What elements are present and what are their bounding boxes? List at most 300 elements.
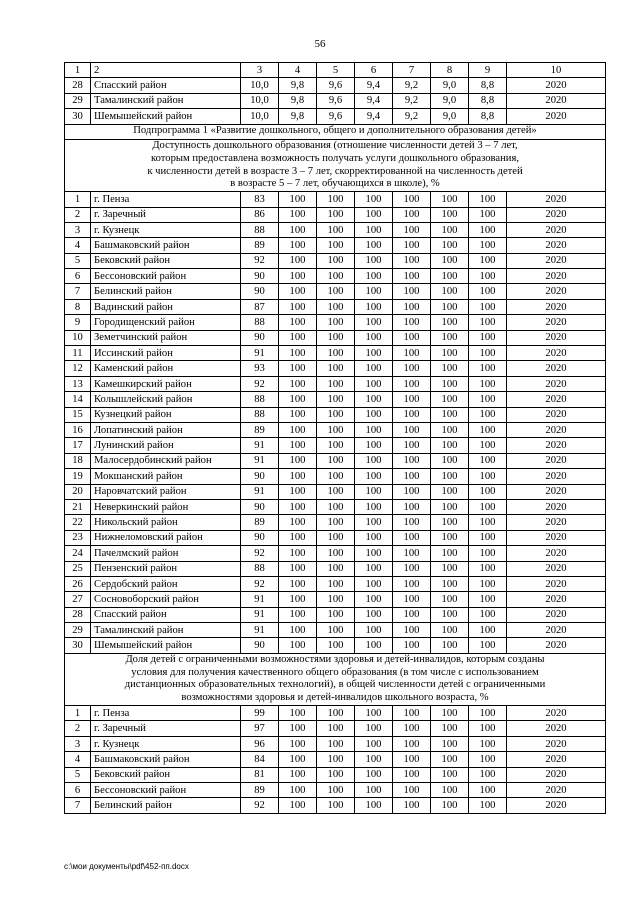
row-number-cell: 4 [65,238,91,253]
table-row [65,607,606,622]
value-cell: 81 [241,767,279,782]
value-cell: 100 [355,315,393,330]
value-cell: 90 [241,499,279,514]
value-cell: 100 [469,783,507,798]
table-row [65,453,606,468]
district-name-cell: г. Кузнецк [91,222,241,237]
value-cell: 100 [355,546,393,561]
district-name-cell: Городищенский район [91,315,241,330]
value-cell: 100 [431,484,469,499]
value-cell: 99 [241,706,279,721]
district-name-cell: Иссинский район [91,346,241,361]
value-cell: 100 [431,192,469,207]
value-cell: 100 [393,392,431,407]
value-cell: 87 [241,299,279,314]
value-cell: 100 [317,376,355,391]
row-number-cell: 13 [65,376,91,391]
value-cell: 100 [431,269,469,284]
row-number-cell: 22 [65,515,91,530]
value-cell: 100 [393,222,431,237]
value-cell: 100 [469,561,507,576]
row-number-cell: 10 [65,330,91,345]
table-row [65,576,606,591]
value-cell: 100 [279,284,317,299]
district-name-cell: Спасский район [91,78,241,93]
value-cell: 100 [469,484,507,499]
value-cell: 100 [355,752,393,767]
value-cell: 100 [393,423,431,438]
table-row [65,706,606,721]
value-cell: 100 [279,269,317,284]
row-number-cell: 18 [65,453,91,468]
row-number-cell: 9 [65,315,91,330]
value-cell: 2020 [507,346,606,361]
table-row [65,736,606,751]
value-cell: 9,8 [279,93,317,108]
table-row [65,392,606,407]
value-cell: 100 [317,767,355,782]
district-name-cell: Земетчинский район [91,330,241,345]
value-cell: 100 [355,238,393,253]
table-row [65,484,606,499]
value-cell: 100 [393,361,431,376]
row-number-cell: 28 [65,78,91,93]
row-number-cell: 5 [65,253,91,268]
value-cell: 100 [279,561,317,576]
value-cell: 100 [393,721,431,736]
value-cell: 100 [431,346,469,361]
table-row [65,192,606,207]
table-row [65,546,606,561]
value-cell: 100 [431,207,469,222]
value-cell: 100 [393,284,431,299]
value-cell: 100 [393,346,431,361]
row-number-cell: 24 [65,546,91,561]
value-cell: 97 [241,721,279,736]
table-row [65,752,606,767]
value-cell: 2020 [507,798,606,813]
table-row [65,438,606,453]
value-cell: 100 [393,499,431,514]
value-cell: 100 [431,423,469,438]
value-cell: 90 [241,638,279,653]
value-cell: 2020 [507,638,606,653]
value-cell: 100 [317,315,355,330]
table-row [65,530,606,545]
value-cell: 100 [279,515,317,530]
value-cell: 100 [393,515,431,530]
table-row [65,721,606,736]
value-cell: 100 [469,623,507,638]
table-row [65,315,606,330]
value-cell: 2020 [507,299,606,314]
value-cell: 100 [279,752,317,767]
value-cell: 100 [469,222,507,237]
value-cell: 100 [469,592,507,607]
value-cell: 100 [317,576,355,591]
value-cell: 100 [469,269,507,284]
value-cell: 100 [431,576,469,591]
value-cell: 100 [279,484,317,499]
section-title-line: возможностями здоровья и детей-инвалидов школьного возраста, % [181,692,489,704]
table-row [65,284,606,299]
value-cell: 10 [507,63,606,78]
value-cell: 100 [393,736,431,751]
value-cell: 100 [469,546,507,561]
section-title-line: Подпрограмма 1 «Развитие дошкольного, общего и дополнительного образования детей» [133,125,537,137]
value-cell: 100 [431,376,469,391]
row-number-cell: 8 [65,299,91,314]
value-cell: 100 [317,546,355,561]
district-name-cell: Неверкинский район [91,499,241,514]
value-cell: 2020 [507,546,606,561]
value-cell: 100 [393,407,431,422]
value-cell: 100 [355,361,393,376]
value-cell: 100 [355,469,393,484]
value-cell: 100 [317,453,355,468]
value-cell: 9,0 [431,109,469,124]
value-cell: 100 [469,438,507,453]
value-cell: 2020 [507,592,606,607]
value-cell: 100 [469,284,507,299]
value-cell: 100 [393,592,431,607]
value-cell: 100 [279,453,317,468]
value-cell: 9,4 [355,78,393,93]
value-cell: 90 [241,269,279,284]
value-cell: 100 [393,299,431,314]
file-path-footer: c:\мои документы\pdf\452-пп.docx [64,862,189,871]
value-cell: 2020 [507,330,606,345]
value-cell: 100 [317,392,355,407]
table-row [65,407,606,422]
value-cell: 100 [317,783,355,798]
value-cell: 100 [469,299,507,314]
value-cell: 100 [431,798,469,813]
value-cell: 100 [355,392,393,407]
value-cell: 2020 [507,561,606,576]
value-cell: 100 [469,407,507,422]
district-name-cell: Каменский район [91,361,241,376]
district-name-cell: г. Заречный [91,721,241,736]
value-cell: 100 [279,736,317,751]
value-cell: 2020 [507,484,606,499]
value-cell: 100 [393,269,431,284]
indicator-table [64,62,606,814]
value-cell: 2020 [507,78,606,93]
table-row [65,623,606,638]
value-cell: 100 [317,530,355,545]
value-cell: 88 [241,561,279,576]
value-cell: 100 [469,721,507,736]
value-cell: 100 [469,576,507,591]
row-number-cell: 25 [65,561,91,576]
value-cell: 6 [355,63,393,78]
value-cell: 100 [393,576,431,591]
table-row [65,423,606,438]
value-cell: 100 [317,798,355,813]
district-name-cell: Наровчатский район [91,484,241,499]
value-cell: 100 [431,284,469,299]
value-cell: 91 [241,607,279,622]
value-cell: 100 [393,238,431,253]
value-cell: 9 [469,63,507,78]
value-cell: 100 [431,315,469,330]
row-number-cell: 2 [65,721,91,736]
value-cell: 2020 [507,109,606,124]
value-cell: 3 [241,63,279,78]
value-cell: 100 [355,499,393,514]
value-cell: 100 [355,607,393,622]
value-cell: 100 [279,798,317,813]
value-cell: 100 [355,222,393,237]
value-cell: 2020 [507,576,606,591]
value-cell: 100 [393,561,431,576]
value-cell: 100 [469,392,507,407]
value-cell: 100 [355,269,393,284]
value-cell: 100 [393,469,431,484]
value-cell: 91 [241,623,279,638]
row-number-cell: 30 [65,638,91,653]
value-cell: 9,4 [355,109,393,124]
district-name-cell: Белинский район [91,798,241,813]
table-row [65,767,606,782]
row-number-cell: 29 [65,623,91,638]
district-name-cell: Тамалинский район [91,623,241,638]
value-cell: 100 [393,484,431,499]
value-cell: 100 [469,638,507,653]
value-cell: 88 [241,222,279,237]
value-cell: 100 [393,438,431,453]
district-name-cell: Тамалинский район [91,93,241,108]
value-cell: 100 [317,638,355,653]
value-cell: 100 [317,438,355,453]
value-cell: 100 [431,721,469,736]
value-cell: 2020 [507,361,606,376]
value-cell: 2020 [507,706,606,721]
value-cell: 100 [279,607,317,622]
section-title-line: в возрасте 5 – 7 лет, обучающихся в школе), % [230,178,440,190]
row-number-cell: 3 [65,736,91,751]
value-cell: 100 [279,192,317,207]
value-cell: 9,6 [317,93,355,108]
district-name-cell: г. Кузнецк [91,736,241,751]
district-name-cell: Бековский район [91,253,241,268]
district-name-cell: Колышлейский район [91,392,241,407]
district-name-cell: Мокшанский район [91,469,241,484]
value-cell: 2020 [507,752,606,767]
value-cell: 100 [355,798,393,813]
value-cell: 100 [317,706,355,721]
value-cell: 100 [317,469,355,484]
value-cell: 2020 [507,783,606,798]
value-cell: 100 [279,222,317,237]
value-cell: 89 [241,423,279,438]
table-row [65,376,606,391]
value-cell: 100 [279,315,317,330]
value-cell: 100 [393,638,431,653]
table-row [65,783,606,798]
value-cell: 100 [355,484,393,499]
value-cell: 100 [279,346,317,361]
table-row [65,207,606,222]
value-cell: 100 [469,346,507,361]
value-cell: 100 [317,736,355,751]
value-cell: 96 [241,736,279,751]
row-number-cell: 12 [65,361,91,376]
district-name-cell: Шемышейский район [91,638,241,653]
value-cell: 100 [431,299,469,314]
value-cell: 5 [317,63,355,78]
value-cell: 100 [393,530,431,545]
value-cell: 2020 [507,607,606,622]
value-cell: 100 [469,376,507,391]
value-cell: 100 [355,736,393,751]
value-cell: 2020 [507,469,606,484]
table-row [65,346,606,361]
row-number-cell: 19 [65,469,91,484]
value-cell: 100 [279,207,317,222]
row-number-cell: 28 [65,607,91,622]
value-cell: 2020 [507,392,606,407]
table-row [65,238,606,253]
value-cell: 100 [317,623,355,638]
value-cell: 86 [241,207,279,222]
district-name-cell: Пачелмский район [91,546,241,561]
value-cell: 100 [279,576,317,591]
indicator-title-row-cell [65,139,606,191]
row-number-cell: 16 [65,423,91,438]
value-cell: 100 [469,315,507,330]
value-cell: 90 [241,284,279,299]
value-cell: 100 [355,438,393,453]
value-cell: 9,2 [393,93,431,108]
value-cell: 9,8 [279,78,317,93]
table-row [65,78,606,93]
value-cell: 100 [355,407,393,422]
value-cell: 100 [355,192,393,207]
value-cell: 8,8 [469,93,507,108]
value-cell: 88 [241,392,279,407]
value-cell: 100 [431,515,469,530]
value-cell: 100 [393,330,431,345]
value-cell: 2020 [507,207,606,222]
row-number-cell: 2 [65,207,91,222]
district-name-cell: г. Пенза [91,706,241,721]
value-cell: 100 [469,736,507,751]
value-cell: 100 [279,721,317,736]
value-cell: 100 [279,438,317,453]
section-title-line: Доступность дошкольного образования (отношение численности детей 3 – 7 лет, [152,139,518,151]
value-cell: 100 [355,638,393,653]
subprogram-title-row [65,124,606,139]
value-cell: 100 [317,238,355,253]
value-cell: 100 [431,407,469,422]
value-cell: 100 [469,423,507,438]
value-cell: 2020 [507,423,606,438]
value-cell: 100 [355,706,393,721]
value-cell: 100 [469,192,507,207]
section-title-line: Доля детей с ограниченными возможностями здоровья и детей-инвалидов, которым созданы [125,653,545,665]
section-title-line: к численности детей в возрасте 3 – 7 лет, скорректированной на численность детей [147,165,523,177]
value-cell: 9,2 [393,109,431,124]
value-cell: 100 [317,592,355,607]
value-cell: 100 [317,721,355,736]
subprogram-title-row-cell [65,124,606,139]
value-cell: 2020 [507,453,606,468]
value-cell: 100 [431,592,469,607]
value-cell: 9,4 [355,93,393,108]
value-cell: 100 [469,238,507,253]
value-cell: 100 [393,706,431,721]
table-row [65,469,606,484]
value-cell: 100 [431,638,469,653]
table-row [65,499,606,514]
value-cell: 100 [317,407,355,422]
row-number-cell: 29 [65,93,91,108]
value-cell: 100 [431,783,469,798]
value-cell: 100 [317,607,355,622]
value-cell: 2020 [507,192,606,207]
row-number-cell: 21 [65,499,91,514]
value-cell: 91 [241,438,279,453]
value-cell: 2020 [507,93,606,108]
value-cell: 100 [279,299,317,314]
value-cell: 100 [355,530,393,545]
value-cell: 4 [279,63,317,78]
district-name-cell: Лунинский район [91,438,241,453]
district-name-cell: Пензенский район [91,561,241,576]
value-cell: 100 [393,752,431,767]
value-cell: 100 [279,783,317,798]
value-cell: 100 [355,721,393,736]
district-name-cell: Лопатинский район [91,423,241,438]
section-title-line: условия для получения качественного общего образования (в том числе с использованием [131,666,539,678]
section-title-line: которым предоставлена возможность получать услуги дошкольного образования, [151,152,519,164]
value-cell: 100 [355,576,393,591]
value-cell: 2020 [507,238,606,253]
value-cell: 100 [393,315,431,330]
value-cell: 100 [431,561,469,576]
value-cell: 100 [279,238,317,253]
value-cell: 2020 [507,222,606,237]
value-cell: 100 [355,623,393,638]
value-cell: 100 [355,592,393,607]
table-row [65,592,606,607]
table-row [65,361,606,376]
district-name-cell: 2 [91,63,241,78]
value-cell: 100 [431,392,469,407]
row-number-cell: 23 [65,530,91,545]
value-cell: 100 [431,469,469,484]
value-cell: 100 [355,299,393,314]
table-row [65,299,606,314]
value-cell: 100 [431,330,469,345]
value-cell: 8,8 [469,109,507,124]
value-cell: 100 [355,453,393,468]
district-name-cell: г. Пенза [91,192,241,207]
value-cell: 2020 [507,376,606,391]
value-cell: 100 [431,706,469,721]
value-cell: 2020 [507,721,606,736]
value-cell: 100 [431,253,469,268]
row-number-cell: 7 [65,798,91,813]
district-name-cell: Нижнеломовский район [91,530,241,545]
value-cell: 89 [241,783,279,798]
district-name-cell: Никольский район [91,515,241,530]
value-cell: 90 [241,330,279,345]
value-cell: 100 [469,207,507,222]
value-cell: 2020 [507,407,606,422]
